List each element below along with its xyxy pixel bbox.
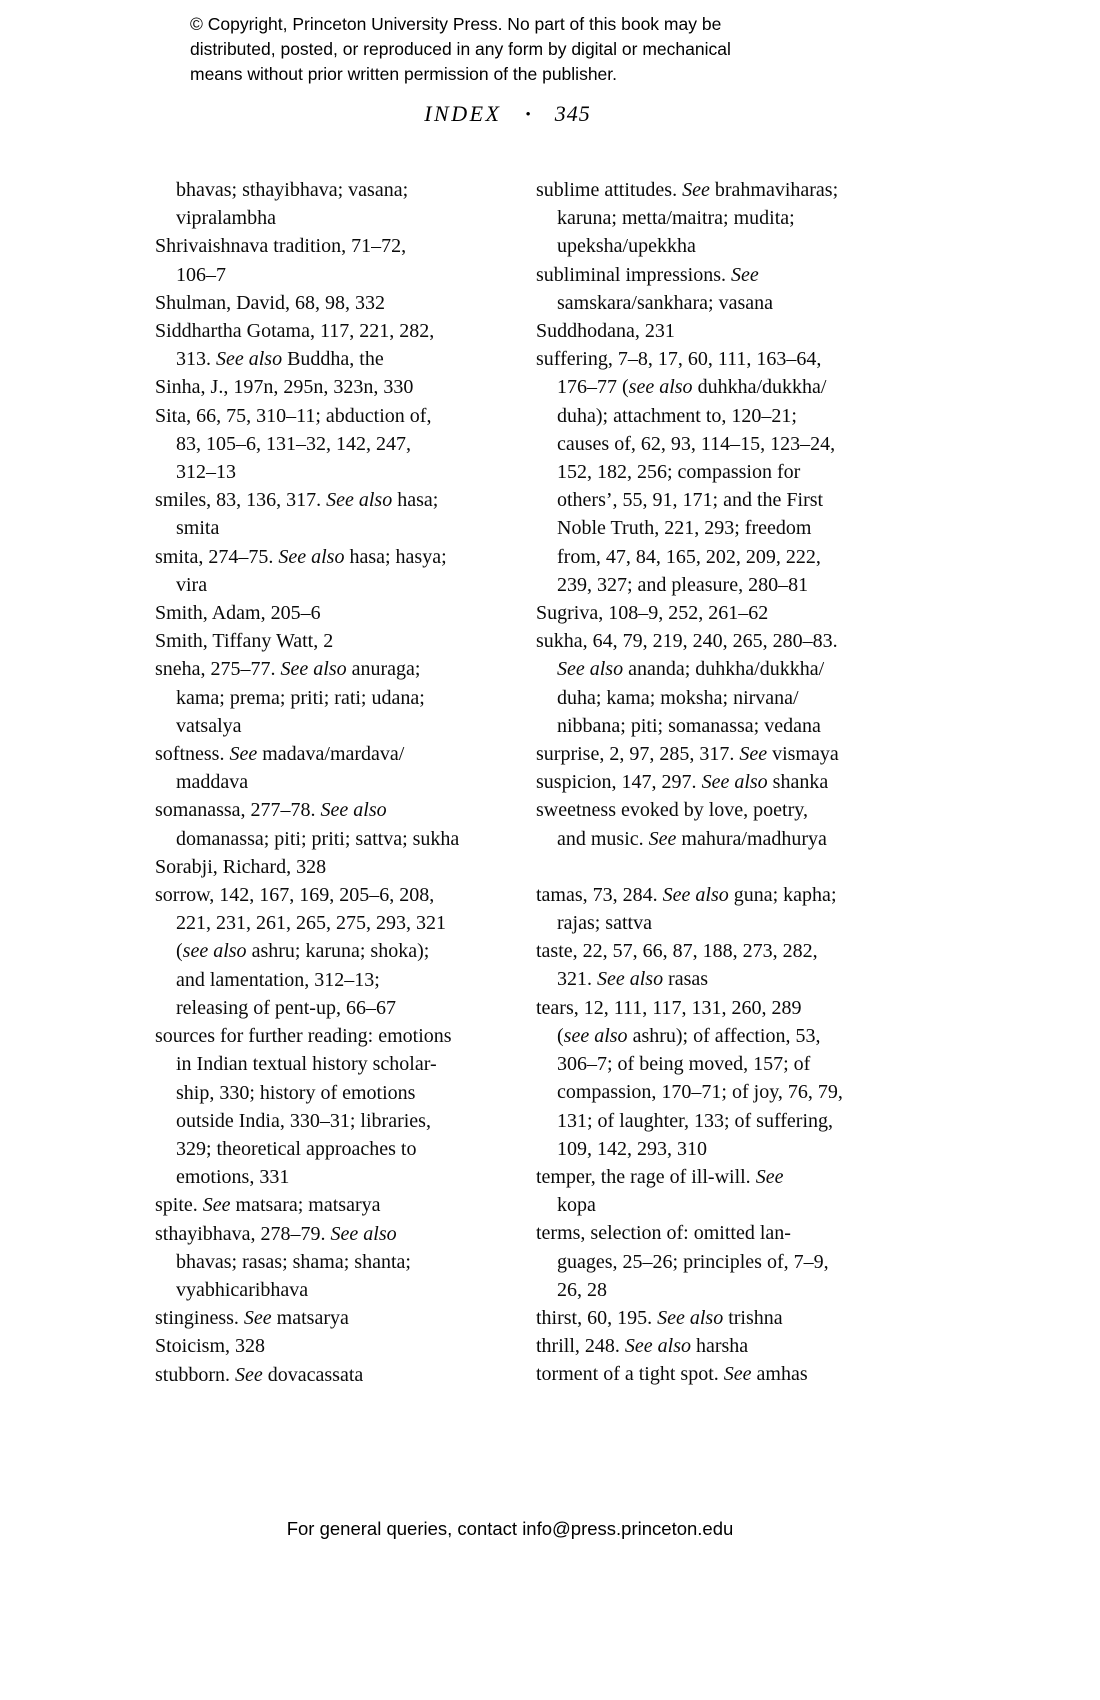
index-entry-line: Sinha, J., 197n, 295n, 323n, 330 bbox=[155, 376, 414, 399]
index-entry-line: sweetness evoked by love, poetry, bbox=[536, 799, 808, 822]
index-entry-line: See also ananda; duhkha/dukkha/ bbox=[557, 658, 825, 681]
index-entry-line: smita, 274–75. See also hasa; hasya; bbox=[155, 545, 447, 568]
index-entry bbox=[155, 289, 502, 317]
index-entry-line: bhavas; sthayibhava; vasana; bbox=[176, 179, 409, 201]
index-entry-line: and music. See mahura/madhurya bbox=[557, 827, 827, 850]
index-entry-line: 176–77 (see also duhkha/dukkha/ bbox=[557, 376, 827, 399]
index-entry-line: smita bbox=[176, 517, 220, 540]
index-entry-line: Siddhartha Gotama, 117, 221, 282, bbox=[155, 320, 435, 343]
index-entry-line: 26, 28 bbox=[557, 1278, 607, 1301]
page-number: 345 bbox=[554, 101, 591, 126]
index-entry bbox=[536, 1304, 883, 1332]
index-entry bbox=[155, 599, 502, 627]
index-entry-line: 313. See also Buddha, the bbox=[176, 348, 384, 371]
index-entry-line: stubborn. See dovacassata bbox=[155, 1363, 364, 1386]
index-entry-line: bhavas; rasas; shama; shanta; bbox=[176, 1250, 411, 1273]
index-entry bbox=[536, 317, 883, 345]
index-entry-line: in Indian textual history scholar- bbox=[176, 1053, 437, 1076]
index-entry bbox=[155, 881, 502, 1022]
index-entry-line: Shrivaishnava tradition, 71–72, bbox=[155, 235, 407, 258]
index-entry bbox=[155, 1332, 502, 1360]
index-entry-line: smiles, 83, 136, 317. See also hasa; bbox=[155, 489, 439, 512]
index-entry-line: sublime attitudes. See brahmaviharas; bbox=[536, 179, 839, 201]
index-entry-line: Sugriva, 108–9, 252, 261–62 bbox=[536, 602, 769, 625]
index-entry-line: 221, 231, 261, 265, 275, 293, 321 bbox=[176, 912, 446, 935]
index-entry-line: Shulman, David, 68, 98, 332 bbox=[155, 291, 385, 314]
index-entry bbox=[155, 1191, 502, 1219]
index-entry-line: others’, 55, 91, 171; and the First bbox=[557, 489, 824, 512]
index-entry-line: somanassa, 277–78. See also bbox=[155, 799, 387, 822]
index-entry bbox=[155, 543, 502, 599]
page-footer bbox=[0, 1518, 1020, 1540]
index-entry-line: kama; prema; priti; rati; udana; bbox=[176, 686, 425, 709]
index-entry-line: nibbana; piti; somanassa; vedana bbox=[557, 714, 821, 737]
index-column-right bbox=[536, 176, 883, 1389]
index-columns bbox=[155, 176, 883, 1389]
index-entry-line: 239, 327; and pleasure, 280–81 bbox=[557, 573, 809, 596]
index-entry bbox=[536, 994, 883, 1163]
index-entry bbox=[536, 261, 883, 317]
index-entry bbox=[536, 176, 883, 261]
index-entry bbox=[155, 402, 502, 487]
index-entry-line: Sorabji, Richard, 328 bbox=[155, 855, 327, 878]
index-entry bbox=[155, 1361, 502, 1389]
copyright-line: distributed, posted, or reproduced in any form by digital or mechanical bbox=[190, 39, 731, 59]
index-entry-line: compassion, 170–71; of joy, 76, 79, bbox=[557, 1081, 843, 1104]
index-entry-line: Noble Truth, 221, 293; freedom bbox=[557, 517, 812, 540]
index-entry-line: 306–7; of being moved, 157; of bbox=[557, 1053, 811, 1076]
index-entry-line: upeksha/upekkha bbox=[557, 235, 696, 258]
index-entry-line: kopa bbox=[557, 1194, 596, 1217]
index-entry-line: taste, 22, 57, 66, 87, 188, 273, 282, bbox=[536, 940, 818, 963]
index-entry-line: Suddhodana, 231 bbox=[536, 320, 675, 343]
index-entry bbox=[536, 1360, 883, 1388]
index-entry bbox=[536, 345, 883, 599]
index-entry-line: thrill, 248. See also harsha bbox=[536, 1335, 749, 1358]
index-entry bbox=[536, 1163, 883, 1219]
index-entry-line: duha); attachment to, 120–21; bbox=[557, 404, 797, 427]
index-entry-line: (see also ashru; karuna; shoka); bbox=[176, 940, 430, 963]
index-entry bbox=[536, 1219, 883, 1304]
index-entry-line: 106–7 bbox=[176, 263, 226, 286]
index-entry-line: thirst, 60, 195. See also trishna bbox=[536, 1306, 783, 1329]
index-entry-line: from, 47, 84, 165, 202, 209, 222, bbox=[557, 545, 821, 568]
index-entry-line: and lamentation, 312–13; bbox=[176, 968, 380, 991]
index-entry-line: ship, 330; history of emotions bbox=[176, 1081, 416, 1104]
index-entry-line: 131; of laughter, 133; of suffering, bbox=[557, 1109, 833, 1132]
index-entry-line: sorrow, 142, 167, 169, 205–6, 208, bbox=[155, 884, 435, 907]
index-entry bbox=[155, 1304, 502, 1332]
index-entry-line: duha; kama; moksha; nirvana/ bbox=[557, 686, 799, 709]
index-entry-line: samskara/sankhara; vasana bbox=[557, 291, 774, 314]
index-entry-line: vyabhicaribhava bbox=[176, 1278, 309, 1301]
index-entry-line: outside India, 330–31; libraries, bbox=[176, 1109, 431, 1132]
index-entry bbox=[155, 1220, 502, 1305]
index-entry bbox=[155, 317, 502, 373]
index-entry bbox=[536, 627, 883, 740]
index-entry-line: torment of a tight spot. See amhas bbox=[536, 1363, 808, 1386]
index-entry bbox=[155, 176, 502, 232]
index-entry-line: temper, the rage of ill-will. See bbox=[536, 1165, 784, 1188]
index-entry bbox=[155, 232, 502, 288]
index-entry-line: Sita, 66, 75, 310–11; abduction of, bbox=[155, 404, 432, 427]
index-entry-line: suffering, 7–8, 17, 60, 111, 163–64, bbox=[536, 348, 822, 371]
index-entry-line: 83, 105–6, 131–32, 142, 247, bbox=[176, 432, 411, 455]
index-entry bbox=[155, 740, 502, 796]
index-entry-line: terms, selection of: omitted lan- bbox=[536, 1222, 791, 1245]
index-entry-line: spite. See matsara; matsarya bbox=[155, 1194, 381, 1217]
index-entry-line: 321. See also rasas bbox=[557, 968, 709, 991]
index-entry-line: Smith, Tiffany Watt, 2 bbox=[155, 630, 334, 653]
index-entry-line: stinginess. See matsarya bbox=[155, 1307, 349, 1330]
page-title: INDEX bbox=[424, 101, 502, 126]
page-header bbox=[0, 101, 1015, 127]
copyright-notice bbox=[190, 12, 731, 87]
index-entry-line: karuna; metta/maitra; mudita; bbox=[557, 207, 795, 230]
index-entry-line: (see also ashru); of affection, 53, bbox=[557, 1024, 821, 1047]
index-entry-line: sukha, 64, 79, 219, 240, 265, 280–83. bbox=[536, 630, 838, 653]
index-entry-line: subliminal impressions. See bbox=[536, 263, 759, 286]
index-entry bbox=[155, 853, 502, 881]
index-entry-line: sneha, 275–77. See also anuraga; bbox=[155, 658, 421, 681]
index-entry-line: vipralambha bbox=[176, 207, 276, 230]
index-entry-line: vira bbox=[176, 573, 208, 596]
index-entry-line: vatsalya bbox=[176, 714, 242, 737]
index-entry bbox=[536, 937, 883, 993]
index-column-left bbox=[155, 176, 502, 1389]
index-entry-line: 109, 142, 293, 310 bbox=[557, 1137, 707, 1160]
index-entry-line: 152, 182, 256; compassion for bbox=[557, 461, 801, 484]
index-entry-line: emotions, 331 bbox=[176, 1166, 290, 1189]
index-entry-line: maddava bbox=[176, 771, 249, 794]
index-entry-line: 312–13 bbox=[176, 461, 236, 484]
index-entry-line: releasing of pent-up, 66–67 bbox=[176, 996, 396, 1019]
index-entry-line: rajas; sattva bbox=[557, 912, 652, 935]
index-entry bbox=[536, 881, 883, 937]
index-entry-line: tamas, 73, 284. See also guna; kapha; bbox=[536, 883, 837, 906]
copyright-line: © Copyright, Princeton University Press. No part of this book may be bbox=[190, 14, 722, 34]
index-entry bbox=[536, 740, 883, 768]
index-entry-line: softness. See madava/mardava/ bbox=[155, 743, 405, 766]
index-entry bbox=[155, 373, 502, 401]
footer-text: For general queries, contact info@press.princeton.edu bbox=[286, 1518, 734, 1539]
bullet-separator: • bbox=[525, 107, 531, 123]
index-entry bbox=[536, 796, 883, 852]
index-entry-line: tears, 12, 111, 117, 131, 260, 289 bbox=[536, 996, 802, 1019]
index-entry-line: surprise, 2, 97, 285, 317. See vismaya bbox=[536, 743, 839, 766]
index-entry-line: domanassa; piti; priti; sattva; sukha bbox=[176, 827, 460, 850]
index-entry-line: sthayibhava, 278–79. See also bbox=[155, 1222, 397, 1245]
index-entry bbox=[155, 1022, 502, 1191]
index-entry bbox=[536, 1332, 883, 1360]
index-entry bbox=[155, 796, 502, 852]
index-entry-line: sources for further reading: emotions bbox=[155, 1025, 452, 1048]
index-entry-line: 329; theoretical approaches to bbox=[176, 1137, 417, 1160]
index-entry bbox=[155, 655, 502, 740]
index-entry bbox=[155, 627, 502, 655]
index-entry-line: Smith, Adam, 205–6 bbox=[155, 602, 321, 625]
index-entry bbox=[536, 599, 883, 627]
copyright-line: means without prior written permission of the publisher. bbox=[190, 64, 618, 84]
index-entry bbox=[536, 768, 883, 796]
index-entry-line: Stoicism, 328 bbox=[155, 1335, 266, 1358]
index-entry-line: guages, 25–26; principles of, 7–9, bbox=[557, 1250, 829, 1273]
index-entry-line: causes of, 62, 93, 114–15, 123–24, bbox=[557, 432, 836, 455]
index-entry bbox=[155, 486, 502, 542]
index-entry-line: suspicion, 147, 297. See also shanka bbox=[536, 771, 829, 794]
